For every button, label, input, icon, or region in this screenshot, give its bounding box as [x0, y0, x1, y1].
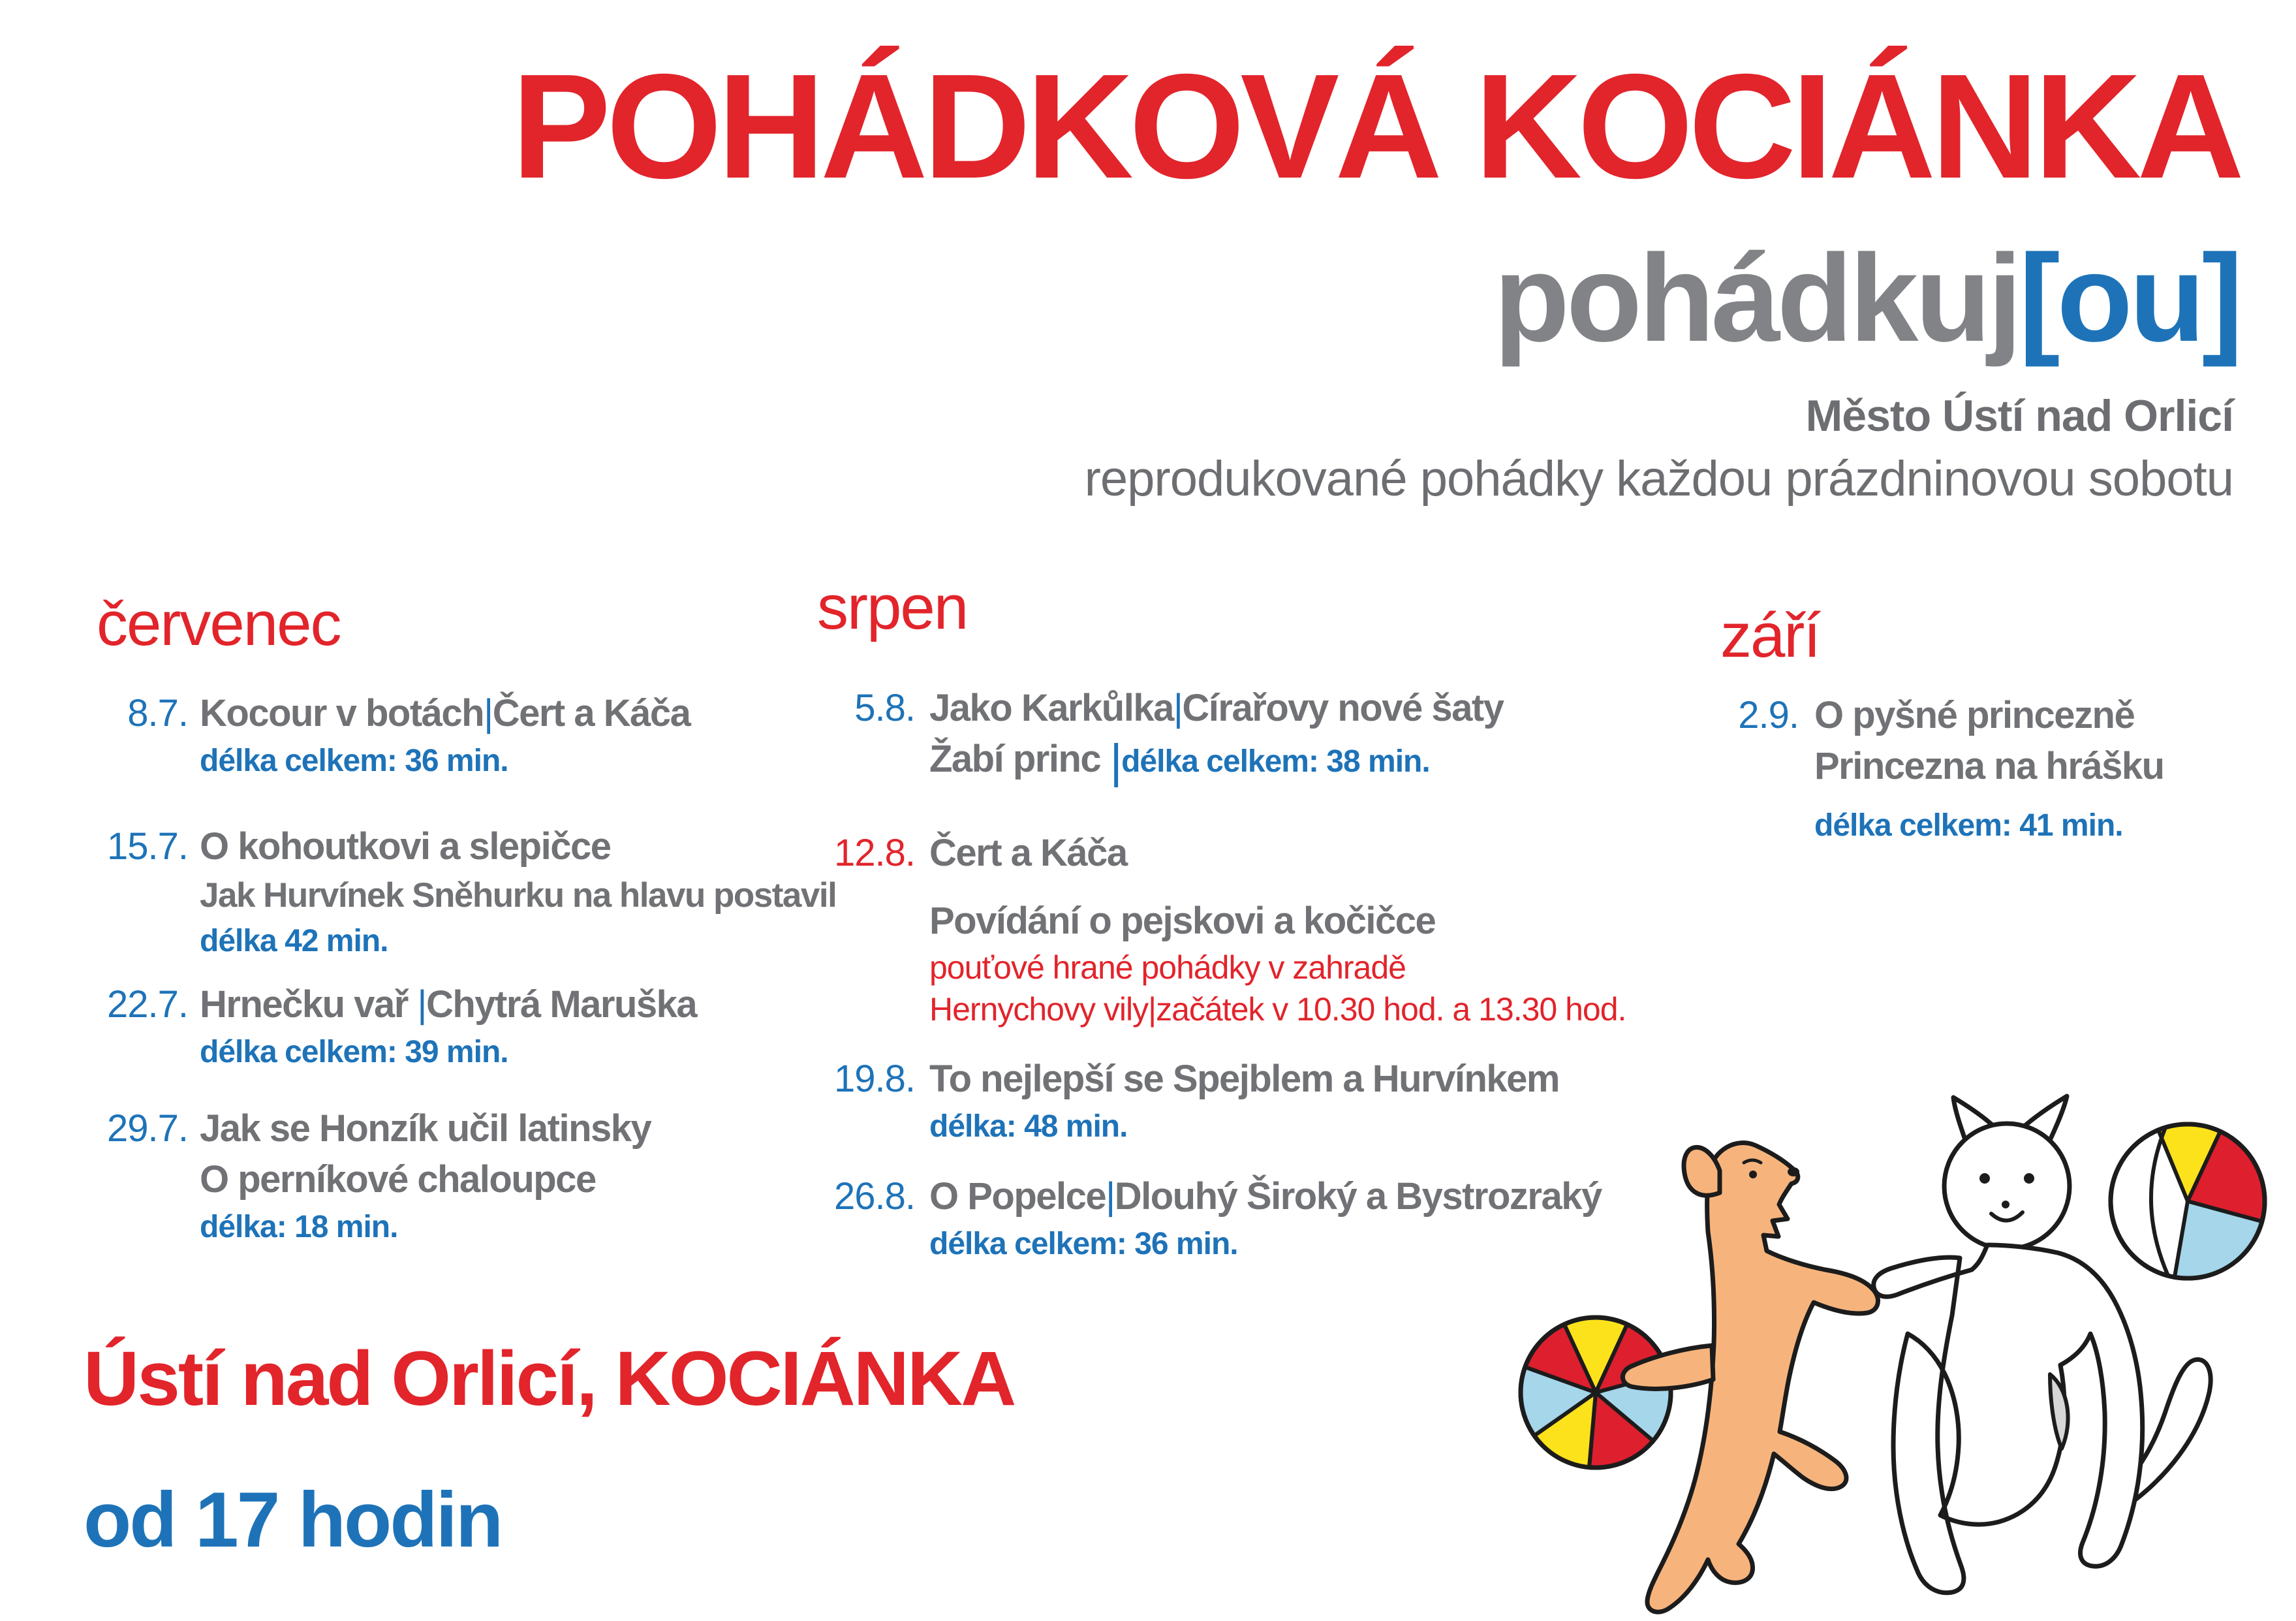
event-title: O pyšné princezně [1814, 694, 2135, 736]
cat-body [1874, 1245, 2143, 1593]
event-note-2: Hernychovy vily|začátek v 10.30 hod. a 13.30 hod. [929, 991, 1626, 1028]
dog-nose [1788, 1167, 1799, 1176]
logo-ou-suffix: [ou] [2019, 229, 2240, 368]
event-row [97, 821, 837, 962]
event-note: pouťové hrané pohádky v zahradě [929, 949, 1406, 986]
title-separator: | [1109, 734, 1122, 788]
event-title-3: Žabí princ [929, 738, 1110, 780]
logo-text: pohádkuj [1493, 229, 2019, 368]
event-duration: délka: 18 min. [200, 1210, 398, 1244]
event-date: 29.7. [107, 1107, 188, 1150]
event-date: 19.8. [834, 1058, 915, 1100]
cat-head [1944, 1124, 2070, 1249]
poster-subtitle: reprodukované pohádky každou prázdninovou sobotu [1084, 451, 2233, 507]
event-date-special: 12.8. [834, 832, 915, 874]
event-title: Kocour v botách [200, 692, 484, 734]
event-duration: délka celkem: 36 min. [200, 744, 508, 778]
title-separator: | [1106, 1175, 1115, 1218]
event-duration: délka 42 min. [200, 924, 388, 958]
month-heading-august: srpen [817, 573, 968, 642]
event-title: Hrnečku vař [200, 983, 418, 1026]
beach-ball-right [2111, 1124, 2265, 1278]
event-title: Čert a Káča [929, 832, 1127, 874]
title-separator: | [484, 692, 493, 734]
event-title: To nejlepší se Spejblem a Hurvínkem [929, 1058, 1559, 1100]
event-title: O Popelce [929, 1175, 1106, 1218]
pohadkuj-ou-logo [1493, 229, 2240, 368]
event-title-2: O perníkové chaloupce [200, 1158, 596, 1201]
poster-title: POHÁDKOVÁ KOCIÁNKA [511, 44, 2240, 210]
month-heading-july: červenec [97, 589, 341, 659]
column-september [1720, 601, 2295, 847]
event-title-2: Círařovy nové šaty [1182, 687, 1504, 729]
event-date: 26.8. [834, 1175, 915, 1218]
event-date: 22.7. [107, 983, 188, 1026]
event-duration: délka: 48 min. [929, 1109, 1128, 1144]
month-heading-september: září [1720, 601, 1820, 670]
event-row [97, 1103, 834, 1248]
event-row [97, 688, 834, 782]
event-title-2: Jak Hurvínek Sněhurku na hlavu postavil [200, 876, 837, 915]
event-title-2: Dlouhý Široký a Bystrozraký [1114, 1175, 1602, 1218]
event-date: 8.7. [127, 692, 188, 734]
dog [1622, 1143, 1878, 1613]
event-title-2: Chytrá Maruška [426, 983, 697, 1026]
dog-eye [1749, 1171, 1757, 1178]
event-date: 2.9. [1738, 694, 1799, 736]
event-duration: délka celkem: 36 min. [929, 1227, 1238, 1261]
event-duration: délka celkem: 38 min. [1121, 744, 1430, 779]
event-row [1720, 690, 2295, 847]
event-row [817, 828, 1705, 1030]
event-duration: délka celkem: 41 min. [1814, 808, 2123, 843]
event-title: Jako Karkůlka [929, 687, 1173, 729]
column-july [97, 589, 837, 1248]
dog-and-cat-illustration [1491, 1094, 2296, 1621]
dog-ear [1684, 1147, 1720, 1195]
event-date: 5.8. [854, 687, 915, 729]
event-row [817, 683, 1705, 787]
cat-eye-left [1979, 1173, 1990, 1184]
venue-text: Ústí nad Orlicí, KOCIÁNKA [84, 1336, 1015, 1422]
event-title-2: Povídání o pejskovi a kočičce [929, 900, 1436, 942]
event-title-2: Čert a Káča [492, 692, 690, 734]
event-title-2: Princezna na hrášku [1814, 745, 2164, 787]
city-name: Město Ústí nad Orlicí [1805, 391, 2233, 441]
event-row [97, 979, 834, 1073]
cat-nose [2002, 1201, 2009, 1208]
cat-eye-right [2024, 1173, 2034, 1184]
time-text: od 17 hodin [84, 1476, 502, 1564]
title-separator: | [417, 983, 426, 1026]
event-date: 15.7. [107, 825, 188, 868]
event-title: Jak se Honzík učil latinsky [200, 1107, 651, 1150]
event-duration: délka celkem: 39 min. [200, 1035, 508, 1069]
beach-ball-left [1521, 1317, 1671, 1468]
footer [84, 1332, 1014, 1567]
event-title: O kohoutkovi a slepičce [200, 825, 611, 868]
title-separator: | [1173, 687, 1183, 729]
